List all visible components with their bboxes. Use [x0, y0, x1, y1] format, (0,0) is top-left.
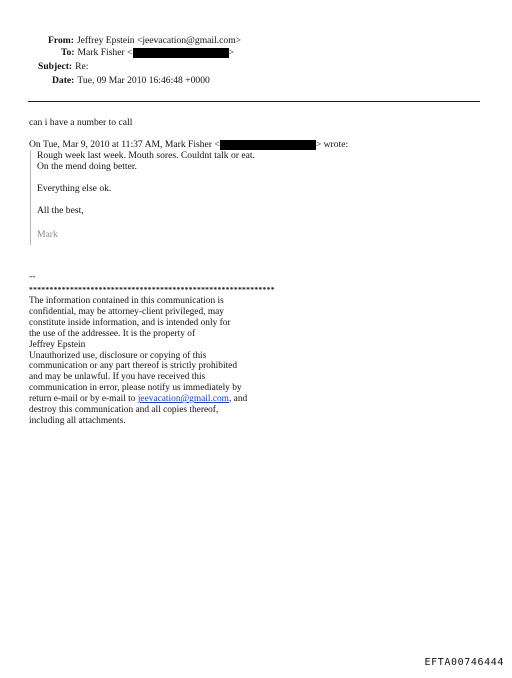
quoted-signature: Mark [37, 229, 58, 240]
disclaimer-line: The information contained in this communication is [29, 296, 224, 306]
quoted-line: All the best, [37, 205, 84, 216]
email-link[interactable]: jeevacation@gmail.com [137, 394, 229, 405]
header-subject-row [38, 61, 88, 73]
date-label: Date: [52, 75, 75, 86]
confidentiality-disclaimer [29, 296, 289, 427]
redaction-bar [133, 48, 229, 58]
signature-separator: -- [29, 271, 36, 282]
header-to-row [61, 47, 234, 59]
attribution-prefix: On Tue, Mar 9, 2010 at 11:37 AM, Mark Fisher < [29, 139, 220, 150]
return-prefix: return e-mail or by e-mail to [29, 394, 138, 405]
disclaimer-line: confidential, may be attorney-client privileged, may [29, 306, 224, 317]
to-value-suffix: > [228, 47, 234, 58]
disclaimer-line: Jeffrey Epstein [29, 339, 86, 350]
header-date-row [52, 75, 210, 87]
disclaimer-line: constitute inside information, and is intended only for [29, 317, 231, 328]
quoted-line: On the mend doing better. [37, 161, 137, 172]
date-value: Tue, 09 Mar 2010 16:46:48 +0000 [77, 75, 210, 86]
header-divider [28, 101, 480, 102]
bates-number: EFTA00746444 [424, 657, 504, 668]
disclaimer-line: and may be unlawful. If you have received this [29, 372, 206, 383]
disclaimer-line [29, 394, 289, 405]
disclaimer-line: the use of the addressee. It is the property of [29, 328, 196, 339]
disclaimer-line: destroy this communication and all copies thereof, [29, 405, 219, 416]
quoted-line: Rough week last week. Mouth sores. Couldnt talk or eat. [37, 150, 255, 161]
quoted-line: Everything else ok. [37, 183, 112, 194]
disclaimer-line: communication in error, please notify us immediately by [29, 383, 242, 394]
header-from-row [48, 35, 241, 47]
subject-value: Re: [75, 61, 89, 72]
subject-label: Subject: [38, 61, 73, 72]
redaction-bar [220, 140, 316, 150]
return-suffix: , and [228, 394, 248, 405]
to-label: To: [61, 47, 75, 58]
disclaimer-line: Unauthorized use, disclosure or copying of this [29, 350, 207, 361]
from-label: From: [48, 35, 74, 46]
disclaimer-line: including all attachments. [29, 415, 126, 426]
disclaimer-line: communication or any part thereof is strictly prohibited [29, 361, 238, 372]
to-value-prefix: Mark Fisher < [77, 47, 133, 58]
from-value: Jeffrey Epstein <jeevacation@gmail.com> [76, 35, 242, 46]
attribution-suffix: > wrote: [315, 139, 349, 150]
asterisk-separator: ************************************************************ [29, 285, 275, 294]
reply-text: can i have a number to call [29, 117, 133, 128]
